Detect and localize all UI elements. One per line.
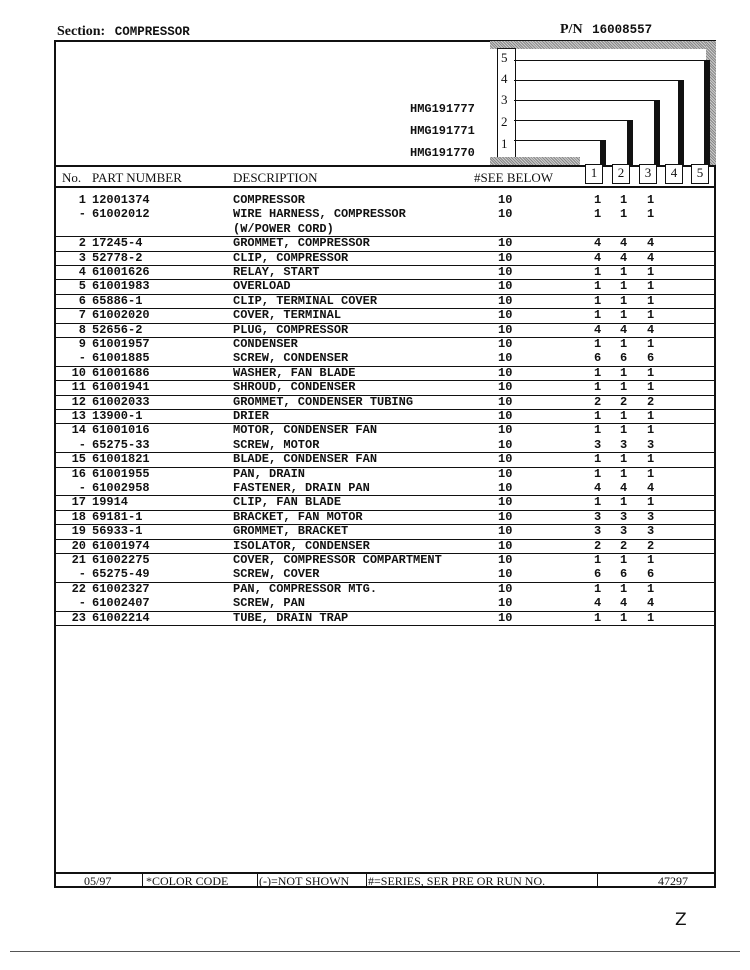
row-no: - <box>78 207 86 222</box>
row-qty-1: 6 <box>594 567 602 582</box>
model-name-2: HMG191771 <box>410 124 475 138</box>
row-qty-3: 1 <box>647 193 655 207</box>
row-see-below: 10 <box>498 524 513 539</box>
row-qty-2: 4 <box>620 250 628 265</box>
row-no: 16 <box>71 466 86 481</box>
row-no: 2 <box>78 236 86 251</box>
row-part-number: 61001955 <box>92 466 150 481</box>
row-no: 1 <box>78 193 86 207</box>
row-see-below: 10 <box>498 581 513 596</box>
row-description: BRACKET, FAN MOTOR <box>233 509 363 524</box>
row-description: SCREW, MOTOR <box>233 437 320 452</box>
row-no: - <box>78 351 86 366</box>
row-no: 18 <box>71 509 86 524</box>
row-part-number: 12001374 <box>92 193 150 207</box>
table-row <box>54 553 716 567</box>
row-see-below: 10 <box>498 279 513 294</box>
table-row <box>54 611 716 626</box>
row-qty-1: 1 <box>594 265 602 279</box>
row-qty-2: 6 <box>620 351 628 366</box>
row-no: 12 <box>71 394 86 409</box>
row-description: GROMMET, COMPRESSOR <box>233 236 370 251</box>
table-row <box>54 323 716 338</box>
row-part-number: 61002033 <box>92 394 150 409</box>
row-qty-3: 4 <box>647 236 655 251</box>
row-see-below: 10 <box>498 495 513 510</box>
row-no: 15 <box>71 452 86 467</box>
model-name-3: HMG191777 <box>410 102 475 116</box>
row-see-below: 10 <box>498 236 513 251</box>
row-qty-2: 1 <box>620 409 628 423</box>
page-bottom-rule <box>10 951 740 952</box>
row-part-number: 61002407 <box>92 596 150 611</box>
row-no: 23 <box>71 610 86 625</box>
section-label: Section: <box>57 24 106 39</box>
row-qty-1: 3 <box>594 509 602 524</box>
section-value: COMPRESSOR <box>114 25 190 39</box>
row-no: 22 <box>71 581 86 596</box>
row-part-number: 61002327 <box>92 581 150 596</box>
row-qty-1: 4 <box>594 481 602 495</box>
row-qty-2: 1 <box>620 581 628 596</box>
row-part-number: 61002012 <box>92 207 150 222</box>
row-qty-2: 1 <box>620 279 628 294</box>
row-qty-1: 1 <box>594 452 602 467</box>
row-qty-2: 1 <box>620 423 628 438</box>
col-model-5: 5 <box>691 164 709 184</box>
row-qty-2: 3 <box>620 509 628 524</box>
pn-label: P/N <box>560 22 583 37</box>
row-qty-3: 1 <box>647 308 655 323</box>
row-no: 8 <box>78 322 86 337</box>
model-box-2: 2 <box>501 114 508 129</box>
row-see-below: 10 <box>498 610 513 625</box>
table-row <box>54 524 716 539</box>
row-qty-3: 2 <box>647 394 655 409</box>
table-row <box>54 222 716 237</box>
row-description: COVER, TERMINAL <box>233 308 342 323</box>
row-see-below: 10 <box>498 394 513 409</box>
footer-divider-1 <box>142 873 143 887</box>
row-part-number: 61001821 <box>92 452 150 467</box>
row-qty-3: 3 <box>647 437 655 452</box>
row-no: 10 <box>71 365 86 380</box>
row-part-number: 65275-33 <box>92 437 150 452</box>
row-qty-1: 1 <box>594 279 602 294</box>
row-see-below: 10 <box>498 308 513 323</box>
row-qty-1: 4 <box>594 596 602 611</box>
row-description: SCREW, COVER <box>233 567 320 582</box>
footer-color-code: *COLOR CODE <box>146 874 229 888</box>
col-model-1: 1 <box>585 164 603 184</box>
row-no: 7 <box>78 308 86 323</box>
row-see-below: 10 <box>498 265 513 279</box>
row-qty-3: 2 <box>647 538 655 553</box>
row-qty-3: 1 <box>647 581 655 596</box>
row-no: 19 <box>71 524 86 539</box>
table-row <box>54 495 716 510</box>
table-row <box>54 467 716 481</box>
row-qty-3: 1 <box>647 423 655 438</box>
row-qty-2: 1 <box>620 337 628 351</box>
row-qty-2: 1 <box>620 380 628 395</box>
part-number-header <box>560 22 652 38</box>
row-qty-3: 1 <box>647 337 655 351</box>
row-see-below: 10 <box>498 337 513 351</box>
row-qty-2: 3 <box>620 524 628 539</box>
row-qty-1: 1 <box>594 337 602 351</box>
pn-value: 16008557 <box>592 23 653 37</box>
row-qty-3: 1 <box>647 279 655 294</box>
col-description: DESCRIPTION <box>233 170 318 185</box>
table-row <box>54 380 716 395</box>
row-qty-3: 1 <box>647 553 655 567</box>
row-see-below: 10 <box>498 437 513 452</box>
row-see-below: 10 <box>498 466 513 481</box>
table-row <box>54 366 716 381</box>
row-description: ISOLATOR, CONDENSER <box>233 538 370 553</box>
row-part-number: 65275-49 <box>92 567 150 582</box>
row-qty-3: 1 <box>647 452 655 467</box>
table-row <box>54 539 716 554</box>
row-part-number: 52656-2 <box>92 322 143 337</box>
footer-divider-3 <box>366 873 367 887</box>
row-no: - <box>78 567 86 582</box>
row-see-below: 10 <box>498 452 513 467</box>
row-see-below: 10 <box>498 567 513 582</box>
row-qty-2: 1 <box>620 365 628 380</box>
row-qty-1: 1 <box>594 423 602 438</box>
model-box-5: 5 <box>501 50 508 65</box>
table-row <box>54 207 716 221</box>
row-qty-2: 1 <box>620 265 628 279</box>
row-qty-1: 1 <box>594 308 602 323</box>
table-row <box>54 236 716 251</box>
row-description: MOTOR, CONDENSER FAN <box>233 423 378 438</box>
row-part-number: 61001016 <box>92 423 150 438</box>
row-qty-3: 1 <box>647 293 655 308</box>
row-qty-1: 3 <box>594 437 602 452</box>
row-qty-2: 4 <box>620 481 628 495</box>
row-description: PAN, COMPRESSOR MTG. <box>233 581 378 596</box>
row-description: CLIP, FAN BLADE <box>233 495 342 510</box>
table-row <box>54 279 716 294</box>
row-description: CLIP, TERMINAL COVER <box>233 293 378 308</box>
row-qty-3: 3 <box>647 524 655 539</box>
row-qty-2: 4 <box>620 322 628 337</box>
row-qty-2: 1 <box>620 466 628 481</box>
row-qty-1: 1 <box>594 207 602 222</box>
row-qty-1: 1 <box>594 380 602 395</box>
footer-divider-2 <box>257 873 258 887</box>
row-part-number: 61002214 <box>92 610 150 625</box>
row-no: 21 <box>71 553 86 567</box>
model-bracket-top-band <box>490 41 716 49</box>
table-row <box>54 294 716 309</box>
row-qty-2: 1 <box>620 553 628 567</box>
row-qty-1: 1 <box>594 409 602 423</box>
row-qty-3: 6 <box>647 351 655 366</box>
row-description: WIRE HARNESS, COMPRESSOR <box>233 207 406 222</box>
table-row <box>54 423 716 437</box>
row-no: 3 <box>78 250 86 265</box>
row-qty-1: 1 <box>594 495 602 510</box>
row-no: 11 <box>71 380 86 395</box>
row-qty-2: 4 <box>620 236 628 251</box>
row-no: - <box>78 481 86 495</box>
row-qty-1: 6 <box>594 351 602 366</box>
row-see-below: 10 <box>498 351 513 366</box>
row-qty-2: 1 <box>620 207 628 222</box>
row-qty-1: 2 <box>594 538 602 553</box>
row-qty-3: 6 <box>647 567 655 582</box>
row-no: 5 <box>78 279 86 294</box>
row-see-below: 10 <box>498 365 513 380</box>
row-no: 20 <box>71 538 86 553</box>
footer-date: 05/97 <box>84 874 112 888</box>
col-model-3: 3 <box>639 164 657 184</box>
row-no: 14 <box>71 423 86 438</box>
model-box-3: 3 <box>501 92 508 107</box>
column-header-bottom-rule <box>54 186 716 188</box>
row-description: OVERLOAD <box>233 279 291 294</box>
section-title <box>57 24 190 40</box>
row-no: 4 <box>78 265 86 279</box>
row-description: TUBE, DRAIN TRAP <box>233 610 349 625</box>
row-part-number: 61001974 <box>92 538 150 553</box>
row-part-number: 61001983 <box>92 279 150 294</box>
row-qty-3: 1 <box>647 495 655 510</box>
row-qty-1: 1 <box>594 581 602 596</box>
row-qty-2: 1 <box>620 308 628 323</box>
footer-series: #=SERIES, SER PRE OR RUN NO. <box>368 874 546 888</box>
row-qty-3: 4 <box>647 481 655 495</box>
model-name-1: HMG191770 <box>410 146 475 160</box>
row-qty-2: 3 <box>620 437 628 452</box>
row-description: (W/POWER CORD) <box>233 221 334 236</box>
row-description: GROMMET, CONDENSER TUBING <box>233 394 414 409</box>
row-description: WASHER, FAN BLADE <box>233 365 356 380</box>
row-part-number: 61001941 <box>92 380 150 395</box>
row-see-below: 10 <box>498 481 513 495</box>
row-qty-1: 2 <box>594 394 602 409</box>
row-qty-3: 4 <box>647 250 655 265</box>
footer <box>54 874 716 888</box>
row-see-below: 10 <box>498 193 513 207</box>
col-part-number: PART NUMBER <box>92 170 182 185</box>
table-row <box>54 193 716 207</box>
row-qty-3: 1 <box>647 610 655 625</box>
page-mark: Z <box>675 910 687 930</box>
row-qty-2: 4 <box>620 596 628 611</box>
col-see-below: #SEE BELOW <box>474 170 554 185</box>
row-qty-1: 4 <box>594 236 602 251</box>
row-description: CONDENSER <box>233 337 298 351</box>
row-qty-2: 1 <box>620 193 628 207</box>
row-qty-3: 1 <box>647 466 655 481</box>
row-see-below: 10 <box>498 250 513 265</box>
row-see-below: 10 <box>498 380 513 395</box>
col-model-2: 2 <box>612 164 630 184</box>
row-qty-3: 1 <box>647 207 655 222</box>
row-see-below: 10 <box>498 596 513 611</box>
row-part-number: 61001686 <box>92 365 150 380</box>
row-description: CLIP, COMPRESSOR <box>233 250 349 265</box>
model-box-1: 1 <box>501 136 508 151</box>
footer-divider-4 <box>597 873 598 887</box>
row-see-below: 10 <box>498 322 513 337</box>
row-description: GROMMET, BRACKET <box>233 524 349 539</box>
row-qty-1: 1 <box>594 610 602 625</box>
row-part-number: 61002020 <box>92 308 150 323</box>
row-qty-1: 1 <box>594 193 602 207</box>
row-see-below: 10 <box>498 293 513 308</box>
table-row <box>54 337 716 351</box>
row-description: RELAY, START <box>233 265 320 279</box>
row-part-number: 17245-4 <box>92 236 143 251</box>
table-row <box>54 251 716 266</box>
row-qty-1: 1 <box>594 553 602 567</box>
row-part-number: 52778-2 <box>92 250 143 265</box>
footer-code: 47297 <box>658 874 688 888</box>
table-row <box>54 409 716 424</box>
row-qty-3: 1 <box>647 380 655 395</box>
row-qty-3: 1 <box>647 365 655 380</box>
row-qty-3: 1 <box>647 265 655 279</box>
row-no: 17 <box>71 495 86 510</box>
row-qty-2: 1 <box>620 293 628 308</box>
row-part-number: 19914 <box>92 495 129 510</box>
row-description: SCREW, PAN <box>233 596 306 611</box>
row-description: FASTENER, DRAIN PAN <box>233 481 370 495</box>
table-row <box>54 438 716 453</box>
row-qty-3: 1 <box>647 409 655 423</box>
row-part-number: 61002958 <box>92 481 150 495</box>
row-description: PLUG, COMPRESSOR <box>233 322 349 337</box>
table-row <box>54 567 716 582</box>
row-qty-2: 1 <box>620 452 628 467</box>
row-no: 13 <box>71 409 86 423</box>
row-no: - <box>78 596 86 611</box>
row-part-number: 13900-1 <box>92 409 143 423</box>
table-row <box>54 481 716 496</box>
row-qty-3: 4 <box>647 322 655 337</box>
row-qty-3: 4 <box>647 596 655 611</box>
row-qty-1: 1 <box>594 466 602 481</box>
row-see-below: 10 <box>498 207 513 222</box>
model-box-4: 4 <box>501 71 508 86</box>
row-qty-2: 1 <box>620 495 628 510</box>
row-description: SCREW, CONDENSER <box>233 351 349 366</box>
row-qty-1: 1 <box>594 365 602 380</box>
row-no: - <box>78 437 86 452</box>
table-row <box>54 582 716 596</box>
table-row <box>54 351 716 366</box>
row-qty-2: 2 <box>620 538 628 553</box>
col-no: No. <box>62 170 82 185</box>
row-see-below: 10 <box>498 409 513 423</box>
table-row <box>54 265 716 280</box>
row-part-number: 65886-1 <box>92 293 143 308</box>
table-row <box>54 452 716 467</box>
row-part-number: 61001626 <box>92 265 150 279</box>
row-description: PAN, DRAIN <box>233 466 306 481</box>
row-qty-2: 2 <box>620 394 628 409</box>
row-description: COVER, COMPRESSOR COMPARTMENT <box>233 553 442 567</box>
row-no: 6 <box>78 293 86 308</box>
row-qty-2: 6 <box>620 567 628 582</box>
table-row <box>54 308 716 323</box>
row-see-below: 10 <box>498 423 513 438</box>
row-part-number: 56933-1 <box>92 524 143 539</box>
table-row <box>54 510 716 525</box>
row-qty-1: 4 <box>594 250 602 265</box>
row-qty-3: 3 <box>647 509 655 524</box>
row-qty-1: 4 <box>594 322 602 337</box>
row-qty-2: 1 <box>620 610 628 625</box>
footer-not-shown: (-)=NOT SHOWN <box>259 874 350 888</box>
row-part-number: 61001957 <box>92 337 150 351</box>
row-description: COMPRESSOR <box>233 193 306 207</box>
row-see-below: 10 <box>498 538 513 553</box>
row-qty-1: 3 <box>594 524 602 539</box>
row-description: SHROUD, CONDENSER <box>233 380 356 395</box>
row-qty-1: 1 <box>594 293 602 308</box>
row-description: BLADE, CONDENSER FAN <box>233 452 378 467</box>
table-row <box>54 596 716 611</box>
row-see-below: 10 <box>498 553 513 567</box>
column-header-shade <box>490 157 580 165</box>
row-description: DRIER <box>233 409 270 423</box>
row-no: 9 <box>78 337 86 351</box>
table-row <box>54 395 716 410</box>
row-part-number: 61001885 <box>92 351 150 366</box>
row-see-below: 10 <box>498 509 513 524</box>
row-part-number: 69181-1 <box>92 509 143 524</box>
col-model-4: 4 <box>665 164 683 184</box>
row-part-number: 61002275 <box>92 553 150 567</box>
